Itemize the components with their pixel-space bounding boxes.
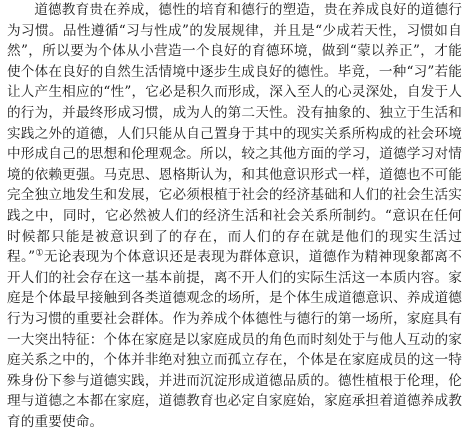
footnote-marker: ①	[35, 248, 44, 259]
body-paragraph	[7, 0, 462, 432]
paragraph-text-part1: 道德教育贵在养成，德性的培育和德行的塑造，贵在养成良好的道德行为习惯。品性遵循“习与性成”的发展规律，并且是“少成若天性，习惯如自然”，所以要为个体从小营造一个良好的育德环境，做到“蒙以养正”，才能使个体在良好的自然生活情境中逐步生成良好的德性。毕竟，一种“习”若能让人产生相应的“性”，它必是积久而形成，深入至人的心灵深处，自发于人的行为，并最终形成习惯，成为人的第二天性。没有抽象的、独立于生活和实践之外的道德，人们只能从自己置身于其中的现实关系所构成的社会环境中形成自己的思想和伦理观念。所以，较之其他方面的学习，道德学习对情境的依赖更强。马克思、恩格斯认为，和其他意识形式一样，道德也不可能完全独立地发生和发展，它必须根植于社会的经济基础和人们的社会生活实践之中，同时，它必然被人们的经济生活和社会关系所制约。“意识在任何时候都只能是被意识到了的存在，而人们的存在就是他们的现实生活过程。”	[7, 2, 462, 266]
document-page	[7, 0, 463, 430]
paragraph-text-part2: 无论表现为个体意识还是表现为群体意识，道德作为精神现象都离不开人们的社会存在这一基本前提，离不开人们的实际生活这一本质内容。家庭是个体最早接触到各类道德观念的场所，是个体生成道德意识、养成道德行为习惯的重要社会群体。作为养成个体德性与德行的第一场所，家庭具有一大突出特征：个体在家庭是以家庭成员的角色而时刻处于与他人互动的家庭关系之中的，个体并非绝对独立而孤立存在，个体是在家庭成员的这一特殊身份下参与道德实践，并进而沉淀形成道德品质的。德性植根于伦理，伦理与道德之本都在家庭，道德教育也必定自家庭始，家庭承担着道德养成教育的重要使命。	[7, 249, 463, 430]
